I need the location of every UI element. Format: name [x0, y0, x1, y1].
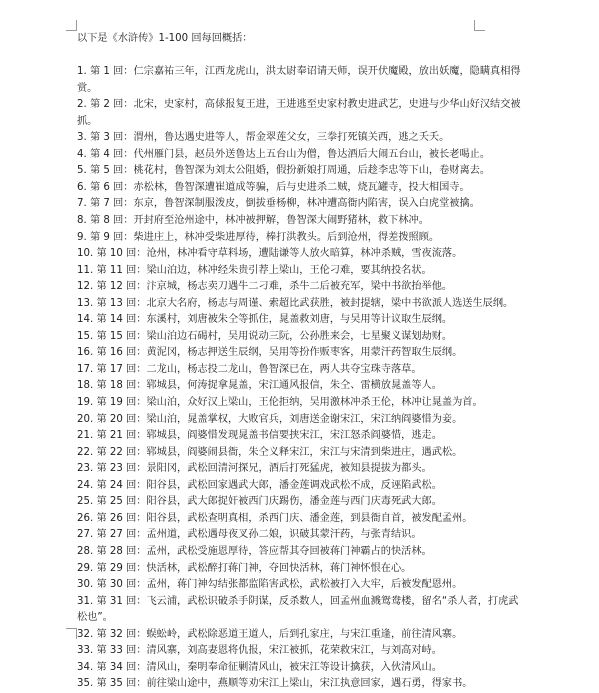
chapter-item: 11. 第 11 回：梁山泊边，林冲经朱贵引荐上梁山，王伦刁难，要其纳投名状。	[77, 264, 432, 276]
chapter-item: 7. 第 7 回：东京，鲁智深制服泼皮，倒拔垂杨柳，林冲遭高衙内陷害，误入白虎堂被擒。	[77, 198, 480, 210]
chapter-item: 32. 第 32 回：蜈蚣岭，武松除恶道王道人，后到孔家庄，与宋江重逢，前往清风寨。	[77, 628, 463, 640]
chapter-item: 33. 第 33 回：清风寨，刘高妻恩将仇报，宋江被抓，花荣救宋江，与刘高对峙。	[77, 645, 442, 657]
chapter-item: 6. 第 6 回：赤松林，鲁智深遭崔道成等骗，后与史进杀二贼，烧瓦罐寺，投大相国寺。	[77, 181, 470, 193]
chapter-item: 14. 第 14 回：东溪村，刘唐被朱仝等抓住，晁盖救刘唐，与吴用等计议取生辰纲。	[77, 314, 453, 326]
blank-line	[77, 48, 523, 65]
chapter-item: 20. 第 20 回：梁山泊，晁盖掌权，大败官兵，刘唐送金谢宋江，宋江纳阎婆惜为妾。	[77, 413, 463, 425]
chapter-item: 17. 第 17 回：二龙山，杨志投二龙山，鲁智深已在，两人共夺宝珠寺落草。	[77, 363, 422, 375]
chapter-item: 8. 第 8 回：开封府至沧州途中，林冲被押解，鲁智深大闹野猪林，救下林冲。	[77, 215, 429, 227]
chapter-item: 9. 第 9 回：柴进庄上，林冲受柴进厚待，棒打洪教头。后到沧州，得差拨照顾。	[77, 231, 440, 243]
chapter-item: 16. 第 16 回：黄泥冈，杨志押送生辰纲，吴用等扮作贩枣客，用蒙汗药智取生辰纲。	[77, 347, 463, 359]
chapter-item: 28. 第 28 回：孟州，武松受施恩厚待，答应帮其夺回被蒋门神霸占的快活林。	[77, 545, 432, 557]
chapter-summary-list	[77, 64, 523, 693]
chapter-item: 2. 第 2 回：北宋，史家村，高俅报复王进，王进逃至史家村教史进武艺，史进与少华山好汉结交被抓。	[77, 99, 521, 127]
chapter-item: 12. 第 12 回：汴京城，杨志卖刀遇牛二刁难，杀牛二后被充军，梁中书欲抬举他。	[77, 281, 453, 293]
chapter-item: 27. 第 27 回：孟州道，武松遇母夜叉孙二娘，识破其蒙汗药，与张青结识。	[77, 529, 422, 541]
chapter-item: 35. 第 35 回：前往梁山途中，燕顺等劝宋江上梁山，宋江执意回家，遇石勇，得家书。	[77, 678, 473, 690]
chapter-item: 23. 第 23 回：景阳冈，武松回清河探兄，酒后打死猛虎，被知县提拔为都头。	[77, 463, 432, 475]
margin-corner-mark	[66, 20, 77, 31]
chapter-item: 15. 第 15 回：梁山泊边石碣村，吴用说动三阮，公孙胜来会，七星聚义谋划劫财。	[77, 330, 453, 342]
chapter-item: 3. 第 3 回：渭州，鲁达遇史进等人，帮金翠莲父女，三拳打死镇关西，逃之夭夭。	[77, 132, 450, 144]
chapter-item: 25. 第 25 回：阳谷县，武大郎捉奸被西门庆踢伤，潘金莲与西门庆毒死武大郎。	[77, 496, 442, 508]
chapter-item: 19. 第 19 回：梁山泊，众好汉上梁山，王伦拒纳，吴用激林冲杀王伦，林冲让晁盖为首。	[77, 397, 483, 409]
chapter-item: 1. 第 1 回：仁宗嘉祐三年，江西龙虎山，洪太尉奉诏请天师，误开伏魔殿，放出妖魔，隐瞒真相得赏。	[77, 66, 521, 94]
chapter-item: 26. 第 26 回：阳谷县，武松查明真相，杀西门庆、潘金莲，到县衙自首，被发配孟州。	[77, 512, 473, 524]
chapter-item: 10. 第 10 回：沧州，林冲看守草料场，遭陆谦等人放火暗算，林冲杀贼，雪夜流落。	[77, 248, 463, 260]
chapter-item: 21. 第 21 回：郓城县，阎婆惜发现晁盖书信要挟宋江，宋江怒杀阎婆惜，逃走。	[77, 430, 442, 442]
margin-corner-mark	[66, 628, 77, 639]
chapter-item: 18. 第 18 回：郓城县，何涛捉拿晁盖，宋江通风报信，朱仝、雷横放晁盖等人。	[77, 380, 442, 392]
chapter-item: 30. 第 30 回：孟州，蒋门神勾结张都监陷害武松，武松被打入大牢，后被发配恩州。	[77, 579, 463, 591]
document-body	[77, 31, 523, 693]
chapter-item: 31. 第 31 回：飞云浦，武松识破杀手阴谋，反杀数人，回孟州血溅鸳鸯楼，留名“杀人者，打虎武松也”。	[77, 595, 519, 624]
chapter-item: 5. 第 5 回：桃花村，鲁智深为刘太公阻婚，假扮新娘打周通，后趁李忠等下山，卷财离去。	[77, 165, 491, 177]
chapter-item: 22. 第 22 回：郓城县，阎婆闹县衙，朱仝义释宋江，宋江与宋清到柴进庄，遇武松。	[77, 446, 463, 458]
chapter-item: 24. 第 24 回：阳谷县，武松回家遇武大郎，潘金莲调戏武松不成，反诬陷武松。	[77, 479, 442, 491]
chapter-item: 13. 第 13 回：北京大名府，杨志与周谨、索超比武获胜，被封提辖，梁中书欲派人选送生辰纲。	[77, 297, 514, 309]
chapter-item: 29. 第 29 回：快活林，武松醉打蒋门神，夺回快活林，蒋门神怀恨在心。	[77, 562, 412, 574]
margin-corner-mark	[474, 20, 485, 31]
intro-line: 以下是《水浒传》1-100 回每回概括：	[77, 33, 253, 44]
chapter-item: 34. 第 34 回：清风山，秦明奉命征剿清风山，被宋江等设计擒获，入伙清风山。	[77, 661, 442, 673]
chapter-item: 4. 第 4 回：代州雁门县，赵员外送鲁达上五台山为僧，鲁达酒后大闹五台山，被长老喝止。	[77, 148, 491, 160]
